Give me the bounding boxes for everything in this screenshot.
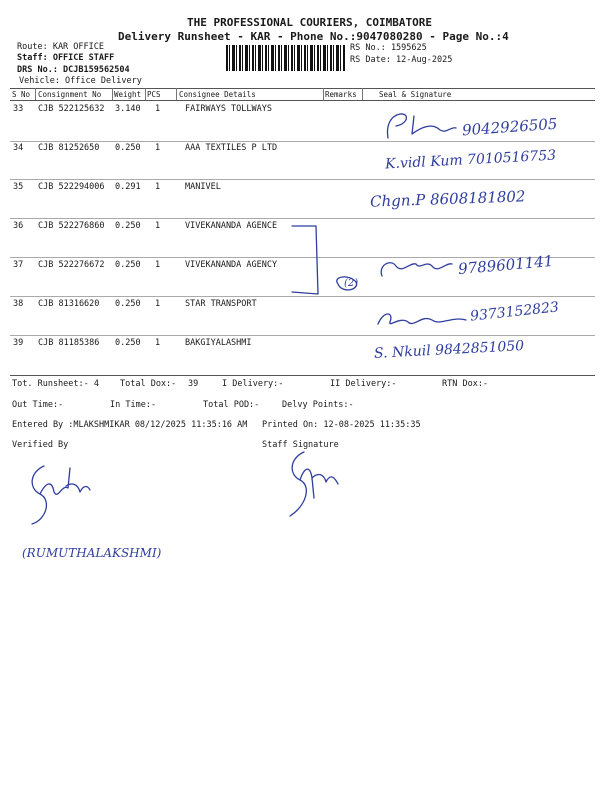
verifier-name: (RUMUTHALAKSHMI): [22, 546, 162, 560]
out-time: Out Time:-: [12, 400, 64, 410]
row-consignee: STAR TRANSPORT: [185, 299, 257, 309]
row-consignee: VIVEKANANDA AGENCY: [185, 260, 278, 270]
total-dox-label: Total Dox:-: [120, 379, 177, 389]
row-pcs: 1: [155, 104, 161, 114]
row-sno: 35: [13, 182, 24, 192]
column-header-signature: Seal & Signature: [379, 90, 452, 99]
signature-row-39: S. Nkuil 9842851050: [373, 338, 525, 362]
total-runsheet: Tot. Runsheet:- 4: [12, 379, 99, 389]
route-label: Route: KAR OFFICE: [17, 42, 104, 52]
vehicle-label: Vehicle: Office Delivery: [19, 76, 142, 86]
row-weight: 0.250: [115, 221, 141, 231]
row-weight: 3.140: [115, 104, 141, 114]
row-consignment: CJB 522125632: [38, 104, 105, 114]
row-pcs: 1: [155, 299, 161, 309]
signature-row-33: [380, 108, 460, 144]
row-consignment: CJB 522276672: [38, 260, 105, 270]
row-weight: 0.250: [115, 338, 141, 348]
printed-on: Printed On: 12-08-2025 11:35:35: [262, 420, 421, 430]
signature-row-38-phone: 9373152823: [469, 299, 560, 325]
row-pcs: 1: [155, 260, 161, 270]
row-weight: 0.250: [115, 299, 141, 309]
company-title: THE PROFESSIONAL COURIERS, COIMBATORE: [187, 16, 433, 29]
verified-by-label: Verified By: [12, 440, 69, 450]
row-pcs: 1: [155, 221, 161, 231]
staff-label: Staff: OFFICE STAFF: [17, 53, 115, 63]
i-delivery: I Delivery:-: [222, 379, 284, 389]
row-sno: 33: [13, 104, 24, 114]
ii-delivery: II Delivery:-: [330, 379, 397, 389]
row-consignment: CJB 81185386: [38, 338, 100, 348]
barcode: [226, 45, 346, 71]
row36-mark: (2): [344, 278, 359, 289]
total-dox-value: 39: [188, 379, 199, 389]
row-sno: 36: [13, 221, 24, 231]
row-sno: 38: [13, 299, 24, 309]
row-sno: 37: [13, 260, 24, 270]
column-header-consignee: Consignee Details: [179, 90, 256, 99]
row-consignee: VIVEKANANDA AGENCE: [185, 221, 278, 231]
total-pod: Total POD:-: [203, 400, 260, 410]
delvy-points: Delvy Points:-: [282, 400, 354, 410]
row-sno: 34: [13, 143, 24, 153]
staff-signature: [276, 448, 346, 522]
row-pcs: 1: [155, 338, 161, 348]
row-pcs: 1: [155, 143, 161, 153]
rtn-dox: RTN Dox:-: [442, 379, 489, 389]
runsheet-subtitle: Delivery Runsheet - KAR - Phone No.:9047080280 - Page No.:4: [118, 30, 509, 43]
column-header-weight: Weight: [114, 90, 142, 99]
drs-number: DRS No.: DCJB159562504: [17, 65, 130, 75]
column-header-pcs: PCS: [147, 90, 161, 99]
row-consignment: CJB 522276860: [38, 221, 105, 231]
row-pcs: 1: [155, 182, 161, 192]
staff-signature-label: Staff Signature: [262, 440, 339, 450]
signature-row-37-phone: 9789601141: [457, 251, 555, 279]
column-header-sno: S No: [12, 90, 31, 99]
column-header-remarks: Remarks: [325, 90, 357, 99]
row-consignee: FAIRWAYS TOLLWAYS: [185, 104, 272, 114]
signature-row-33-phone: 9042926505: [461, 114, 558, 140]
signature-row-34: K.vidl Kum 7010516753: [384, 147, 557, 173]
row-consignment: CJB 522294006: [38, 182, 105, 192]
rs-number: RS No.: 1595625: [350, 43, 427, 53]
row-consignee: MANIVEL: [185, 182, 221, 192]
in-time: In Time:-: [110, 400, 157, 410]
signature-row-38: [374, 306, 472, 332]
row-consignment: CJB 81316620: [38, 299, 100, 309]
row-sno: 39: [13, 338, 24, 348]
signature-row-35: Chgn.P 8608181802: [369, 187, 526, 211]
rs-date: RS Date: 12-Aug-2025: [350, 55, 453, 65]
row-consignee: BAKGIYALASHMI: [185, 338, 252, 348]
entered-by: Entered By :MLAKSHMIKAR 08/12/2025 11:35:16 AM: [12, 420, 248, 430]
verifier-signature: [22, 462, 102, 528]
row-weight: 0.250: [115, 143, 141, 153]
row-weight: 0.291: [115, 182, 141, 192]
signature-row-37: [376, 248, 460, 284]
signature-row-36-bracket: [292, 222, 372, 302]
column-header-consignment: Consignment No: [38, 90, 102, 99]
row-consignment: CJB 81252650: [38, 143, 100, 153]
row-consignee: AAA TEXTILES P LTD: [185, 143, 278, 153]
row-weight: 0.250: [115, 260, 141, 270]
